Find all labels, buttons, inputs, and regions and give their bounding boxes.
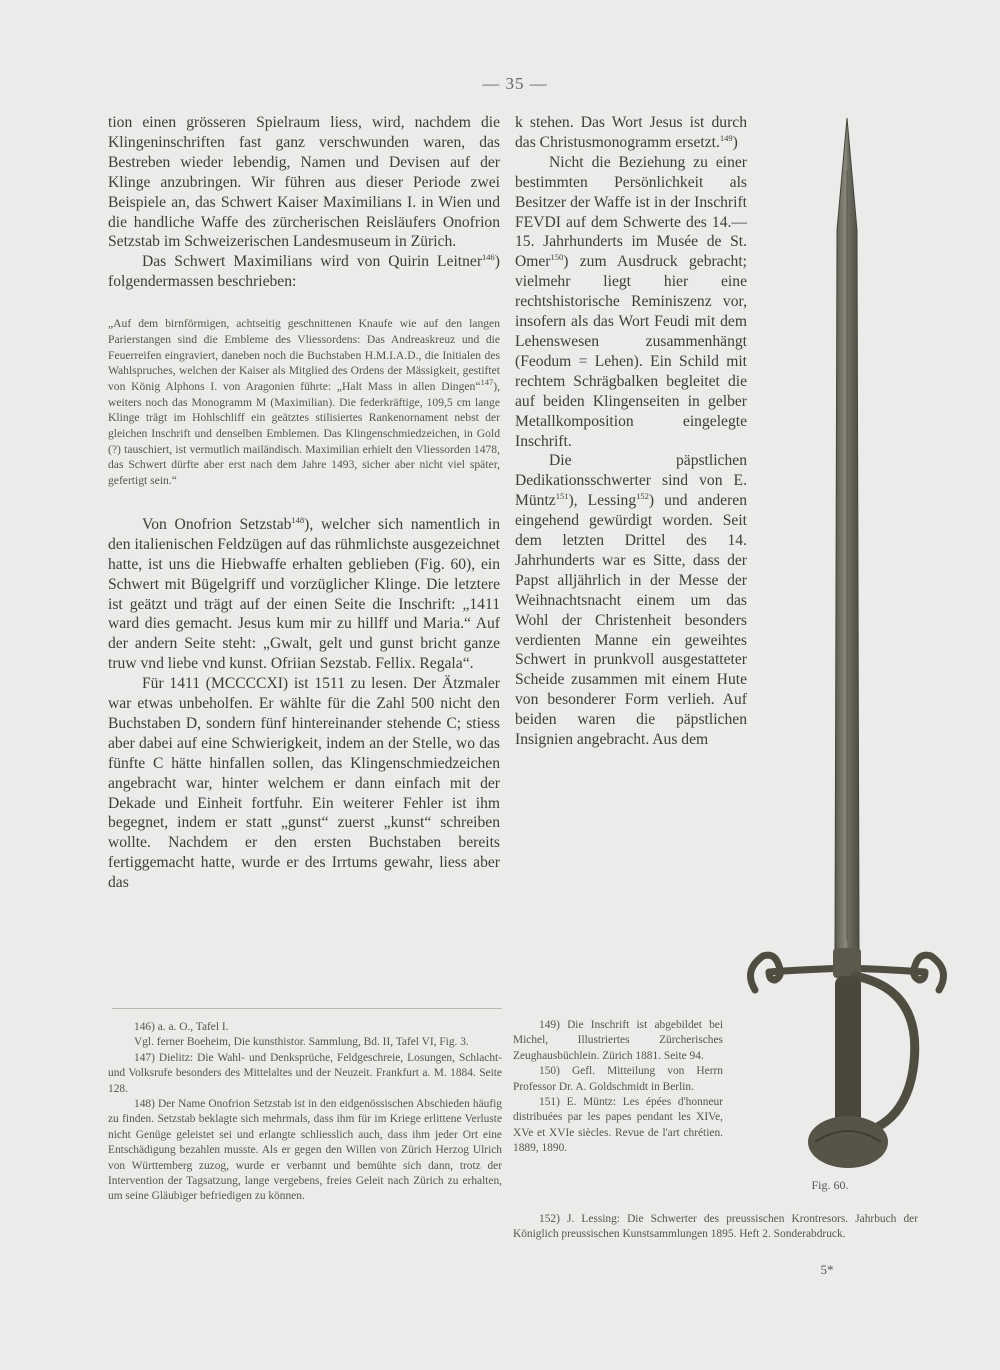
text-run: ) und anderen eingehend gewürdigt worden. Seit dem letzten Drittel des 14. Jahrhunderts war es Sitte, dass der Papst alljährlich in der Messe der Weihnachtsnacht einem um das Wohl der Christenheit besonders verdienten Manne ein geweihtes Schwert in prunkvoll ausgestatteter Scheide zusammen mit einem Hute von besonderer Form verlieh. Auf beiden waren die päpstlichen Insignien angebracht. Aus dem <box>515 492 747 749</box>
text-run: ), weiters noch das Monogramm M (Maximilian). Die federkräftige, 109,5 cm lange Klinge trägt im Hohlschliff ein geätztes stilisiertes Rankenornament nebst der gleichen Inschrift und denselben Emblemen. Das Klingenschmiedzeichen, in Gold (?) tauschiert, ist vermutlich mailändisch. Maximilian erhielt den Vliessorden 1478, das Schwert dürfte aber erst nach dem Jahre 1493, sicher aber nicht viel später, gefertigt sein.“ <box>108 379 500 488</box>
text-run: ) <box>732 133 738 151</box>
paragraph: Für 1411 (MCCCCXI) ist 1511 zu lesen. Der Ätzmaler war etwas unbeholfen. Er wählte für die Zahl 500 nicht den Buchstaben D, sondern fünf hintereinander stehende C; stiess aber dabei auf eine Schwierigkeit, indem an der Stelle, wo das fünfte C hätte hinfallen sollen, das Klingenschmiedzeichen angebracht war, hinter welchem er dann einfach mit der Dekade und Einheit fortfuhr. Ein weiterer Fehler ist ihm begegnet, indem er statt „gunst“ zuerst „kunst“ schreiben wollte. Nachdem er den ersten Buchstaben bereits fertiggemacht hatte, wurde er des Irrtums gewahr, liess aber das <box>108 675 500 892</box>
paragraph <box>108 515 500 674</box>
footnotes-left <box>108 1020 502 1205</box>
sword-knuckle-bow <box>855 976 915 1132</box>
text-run: ), welcher sich namentlich in den italienischen Feldzügen auf das rühmlichste ausgezeichnet hatte, ist uns die Hiebwaffe erhalten geblieben (Fig. 60), ein Schwert mit Bügelgriff und vorzüglicher Klinge. Die letztere ist geätzt und trägt auf der einen Seite die Inschrift: „1411 ward dies gemacht. Jesus kum mir zu hillff und Maria.“ Auf der andern Seite steht: „Gwalt, gelt und gunst bricht ganze truw vnd liebe vnd kunst. Ofriian Sezstab. Fellix. Regala“. <box>108 515 501 673</box>
right-column <box>515 113 747 750</box>
footnote: 148) Der Name Onofrion Setzstab ist in den eidgenössischen Abschieden häufig zu finden. Setzstab beklagte sich mehrmals, dass ihm für im Kriege erlittene Verluste nicht Genüge geleistet sei und erlangte schliesslich auch, dass ihm jeder Ort eine Entschädigung bezahlen musste. Als er gegen den Willen von Zürich Herzog Ulrich von Württemberg zuzog, wurde er verbannt und bemühte sich dann, trotz der Intervention der Tagsatzung, lange vergebens, freies Geleit nach Zürich zu erhalten, um seine Gläubiger befriedigen zu können. <box>108 1098 502 1203</box>
paragraph <box>515 113 747 153</box>
footnote-ref[interactable]: 147 <box>480 377 494 388</box>
text-run: ) zum Ausdruck gebracht; vielmehr liegt hier eine rechtshistorische Reminiszenz vor, insofern als das Wort Feudi mit dem Lehenswesen zusammenhängt (Feodum = Lehen). Ein Schild mit rechtem Schrägbalken begleitet die auf beiden Klingenseiten in gelber Metallkomposition eingelegte Inschrift. <box>515 253 747 450</box>
sword-pommel <box>808 1116 888 1168</box>
footnote: 152) J. Lessing: Die Schwerter des preussischen Krontresors. Jahrbuch der Königlich preussischen Kunstsammlungen 1895. Heft 2. Sonderabdruck. <box>513 1213 918 1241</box>
text-run: Die päpstlichen Dedikationsschwerter sind von E. Müntz <box>515 452 747 510</box>
page-number: — 35 — <box>482 74 548 93</box>
text-run: Von Onofrion Setzstab <box>142 515 292 533</box>
footnote-ref[interactable]: 148 <box>291 514 305 525</box>
footnote-divider <box>112 1008 502 1009</box>
text-run: Das Schwert Maximilians wird von Quirin Leitner <box>142 253 483 271</box>
text-run: „Auf dem birnförmigen, achtseitig geschnittenen Knaufe wie auf den langen Parierstangen sind die Embleme des Vliessordens: Das Andreaskreuz und die Feuerreifen eingraviert, daneben noch die Buchstaben H.M.I.A.D., die Initialen des Wahlspruches, welchen der Kaiser als Mitglied des Ordens der Mässigkeit, gestiftet von König Alphons I. von Aragonien führte: „Halt Mass in allen Dingen“ <box>108 317 500 393</box>
text-run: ) folgendermassen beschrieben: <box>108 253 500 291</box>
text-run: Nicht die Beziehung zu einer bestimmten Persönlichkeit als Besitzer der Waffe ist in der Inschrift FEVDI auf dem Schwerte des 14.—15. Jahrhunderts im Musée de St. Omer <box>515 153 747 271</box>
paragraph <box>515 153 747 452</box>
footnote: 147) Dielitz: Die Wahl- und Denksprüche, Feldgeschreie, Losungen, Schlacht- und Volksrufe besonders des Mittelaltes und der Neuzeit. Frankfurt a. M. 1884. Seite 128. <box>108 1051 502 1095</box>
footnote-ref[interactable]: 151 <box>555 491 569 502</box>
text-run: k stehen. Das Wort Jesus ist durch das Christusmonogramm ersetzt. <box>515 114 747 151</box>
footnote: 149) Die Inschrift ist abgebildet bei Michel, Illustriertes Zürcherisches Zeughausbüchlein. Zürich 1881. Seite 94. <box>513 1019 723 1062</box>
sword-illustration <box>732 110 955 1170</box>
footnote: 150) Gefl. Mitteilung von Herrn Professor Dr. A. Goldschmidt in Berlin. <box>513 1065 723 1093</box>
footnote-ref[interactable]: 146 <box>482 252 495 263</box>
footnotes-wide <box>513 1212 918 1243</box>
figure-caption: Fig. 60. <box>811 1178 849 1192</box>
text-run: ), Lessing <box>568 492 637 510</box>
sword-grip <box>835 976 861 1126</box>
footnote: 151) E. Müntz: Les épées d'honneur distribuées par les papes pendant les XIVe, XVe et XVIe siècles. Revue de l'art chrétien. 1889, 1890. <box>513 1096 723 1155</box>
paragraph: tion einen grösseren Spielraum liess, wird, nachdem die Klingeninschriften fast ganz verschwunden waren, das Bestreben wieder lebendig, Namen und Devisen auf der Klinge anzubringen. Wir führen aus dieser Periode zwei Beispiele an, das Schwert Kaiser Maximilians I. in Wien und die handliche Waffe des zürcherischen Reisläufers Onofrion Setzstab im Schweizerischen Landesmuseum in Zürich. <box>108 114 500 251</box>
sheet-signature: 5* <box>820 1262 834 1277</box>
paragraph <box>515 451 747 750</box>
block-quote <box>108 316 500 489</box>
left-column <box>108 113 500 893</box>
paragraph <box>108 252 500 292</box>
footnote: 146) a. a. O., Tafel I. <box>134 1021 229 1033</box>
footnotes-right <box>513 1018 723 1157</box>
footnote-ref[interactable]: 150 <box>550 252 564 263</box>
footnote: Vgl. ferner Boeheim, Die kunsthistor. Sammlung, Bd. II, Tafel VI, Fig. 3. <box>134 1036 469 1049</box>
footnote-ref[interactable]: 152 <box>636 491 649 502</box>
footnote-ref[interactable]: 149 <box>719 132 733 143</box>
